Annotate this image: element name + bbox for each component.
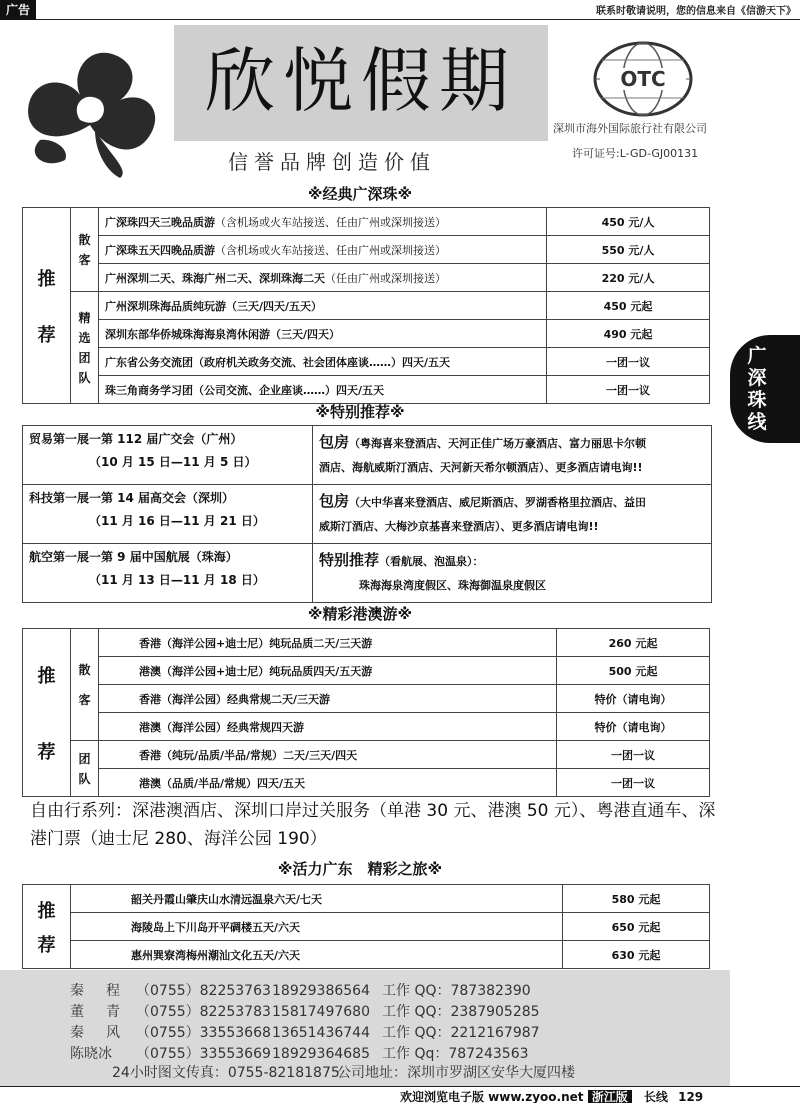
fair-dates: （10 月 15 日—11 月 5 日） [89,455,257,469]
hotel-cell [313,426,712,485]
hotel-cell [313,485,712,544]
hotel-head: 包房 [319,433,350,451]
hotel-line: 珠海海泉湾度假区、珠海御温泉度假区 [359,579,546,592]
otc-logo-text: OTC [620,67,666,91]
contact-mobile: 18929364685 [272,1046,370,1062]
footer-section: 长线 [643,1090,668,1103]
company-name: 深圳市海外国际旅行社有限公司 [553,122,707,135]
flower-logo-icon [10,30,170,180]
hkmacau-table [22,628,710,797]
page-number: 129 [678,1090,704,1103]
route-name: 香港（海洋公园+迪士尼）纯玩品质二天/三天游 [99,629,557,657]
contact-name: 陈晓冰 [70,1046,112,1062]
route-name: 广深珠五天四晚品质游（含机场或火车站接送、任由广州或深圳接送） [99,236,547,264]
fair-name: 航空第一展一第 9 届中国航展（珠海） [29,550,238,564]
guangdong-table [22,884,710,969]
footer-edition: 浙江版 [588,1090,632,1103]
table-row [23,629,710,657]
route-price: 490 元起 [547,320,710,348]
hotel-line: 酒店、海航威斯汀酒店、天河新天希尔顿酒店）、更多酒店请电询!! [319,461,643,474]
contact-mobile: 18929386564 [272,983,370,999]
classic-table [22,207,710,404]
contact-qq: 工作 QQ：787382390 [382,983,531,999]
hotel-line: 威斯汀酒店、大梅沙京基喜来登酒店）、更多酒店请电询!! [319,520,599,533]
fax-number: 24小时图文传真：0755-82181875 [112,1065,340,1081]
contact-qq: 工作 QQ：2387905285 [382,1004,540,1020]
contact-name: 董 青 [70,1004,124,1020]
route-price: 特价（请电询） [557,713,710,741]
footer-divider [0,1086,800,1087]
route-name: 广州深圳珠海品质纯玩游（三天/四天/五天） [99,292,547,320]
hotel-line: （粤海喜来登酒店、天河正佳广场万豪酒店、富力丽思卡尔顿 [349,437,647,450]
brand-box [174,25,548,141]
ad-tag: 广告 [0,0,36,20]
contact-qq: 工作 Qq：787243563 [382,1046,529,1062]
table-row [23,320,710,348]
table-row [23,236,710,264]
route-price: 550 元/人 [547,236,710,264]
route-price: 一团一议 [557,769,710,797]
contact-mobile: 15817497680 [272,1004,370,1020]
individual-label: 散 客 [71,629,99,741]
hotel-cell [313,544,712,603]
table-row [23,264,710,292]
slogan: 信誉品牌创造价值 [228,150,436,174]
section-title-special: ※特别推荐※ [315,403,405,421]
contact-tel: （0755）33553668 [136,1025,271,1041]
contact-row [70,1043,690,1064]
contact-tel: （0755）82253763 [136,983,271,999]
route-price: 一团一议 [547,348,710,376]
fax-row [112,1062,575,1082]
table-row [23,376,710,404]
fair-dates: （11 月 16 日—11 月 21 日） [89,514,265,528]
contact-qq: 工作 QQ：2212167987 [382,1025,540,1041]
contact-name: 秦 程 [70,983,124,999]
individual-label: 散 客 [71,208,99,292]
route-price: 特价（请电询） [557,685,710,713]
contact-row [70,1001,690,1022]
brand-title: 欣悦假期 [205,40,517,122]
table-row [23,741,710,769]
table-row [23,769,710,797]
license-number: 许可证号:L-GD-GJ00131 [572,147,699,160]
table-row [23,485,712,544]
hotel-head: 特别推荐 [319,551,380,569]
footer [400,1088,703,1103]
route-price: 260 元起 [557,629,710,657]
recommend-label: 推 荐 [23,208,71,404]
route-name: 香港（纯玩/品质/半品/常规）二天/三天/四天 [99,741,557,769]
route-name: 韶关丹霞山肇庆山水清远温泉六天/七天 [71,885,563,913]
hotel-head: 包房 [319,492,350,510]
route-price: 一团一议 [557,741,710,769]
contact-name: 秦 风 [70,1025,124,1041]
hotel-line: （看航展、泡温泉）： [379,555,484,568]
fair-cell [23,426,313,485]
route-price: 450 元/人 [547,208,710,236]
section-title-guangdong: ※活力广东 精彩之旅※ [277,860,443,878]
table-row [23,208,710,236]
table-row [23,348,710,376]
fair-cell [23,544,313,603]
special-table [22,425,712,603]
route-name: 深圳东部华侨城珠海海泉湾休闲游（三天/四天） [99,320,547,348]
table-row [23,544,712,603]
table-row [23,685,710,713]
group-label: 团队 [71,741,99,797]
route-name: 香港（海洋公园）经典常规二天/三天游 [99,685,557,713]
route-price: 580 元起 [563,885,710,913]
fair-cell [23,485,313,544]
route-price: 500 元起 [557,657,710,685]
contact-mobile: 13651436744 [272,1025,370,1041]
table-row [23,913,710,941]
contact-list [70,980,690,1064]
contact-row [70,1022,690,1043]
otc-globe-logo-icon [588,38,698,120]
route-price: 630 元起 [563,941,710,969]
company-address: 公司地址：深圳市罗湖区安华大厦四楼 [337,1065,575,1081]
footer-website: 欢迎浏览电子版 www.zyoo.net [400,1090,584,1103]
route-name: 港澳（海洋公园+迪士尼）纯玩品质四天/五天游 [99,657,557,685]
top-notice: 联系时敬请说明，您的信息来自《信游天下》 [596,6,796,17]
route-price: 450 元起 [547,292,710,320]
section-title-hkmacau: ※精彩港澳游※ [307,605,413,623]
route-name: 广深珠四天三晚品质游（含机场或火车站接送、任由广州或深圳接送） [99,208,547,236]
route-name: 广州深圳二天、珠海广州二天、深圳珠海二天（任由广州或深圳接送） [99,264,547,292]
table-row [23,885,710,913]
table-row [23,713,710,741]
contact-row [70,980,690,1001]
recommend-label: 推 荐 [23,629,71,797]
contact-tel: （0755）82253783 [136,1004,271,1020]
fair-name: 科技第一展一第 14 届高交会（深圳） [29,491,235,505]
contact-tel: （0755）33553669 [136,1046,271,1062]
group-select-label: 精选团队 [71,292,99,404]
route-name: 海陵岛上下川岛开平碉楼五天/六天 [71,913,563,941]
section-title-classic: ※经典广深珠※ [307,185,413,203]
side-tab-label: 广深珠线 [747,345,767,433]
table-row [23,426,712,485]
route-name: 惠州巽寮湾梅州潮汕文化五天/六天 [71,941,563,969]
fair-name: 贸易第一展一第 112 届广交会（广州） [29,432,243,446]
route-price: 220 元/人 [547,264,710,292]
fair-dates: （11 月 13 日—11 月 18 日） [89,573,265,587]
route-name: 港澳（海洋公园）经典常规四天游 [99,713,557,741]
hotel-line: （大中华喜来登酒店、威尼斯酒店、罗湖香格里拉酒店、益田 [349,496,647,509]
route-name: 广东省公务交流团（政府机关政务交流、社会团体座谈……）四天/五天 [99,348,547,376]
table-row [23,941,710,969]
route-price: 650 元起 [563,913,710,941]
table-row [23,657,710,685]
table-row [23,292,710,320]
free-travel-text: 自由行系列：深港澳酒店、深圳口岸过关服务（单港 30 元、港澳 50 元）、粤港直通车、深港门票（迪士尼 280、海洋公园 190） [30,801,716,849]
route-name: 珠三角商务学习团（公司交流、企业座谈……）四天/五天 [99,376,547,404]
route-price: 一团一议 [547,376,710,404]
route-name: 港澳（品质/半品/常规）四天/五天 [99,769,557,797]
recommend-label: 推 荐 [23,885,71,969]
